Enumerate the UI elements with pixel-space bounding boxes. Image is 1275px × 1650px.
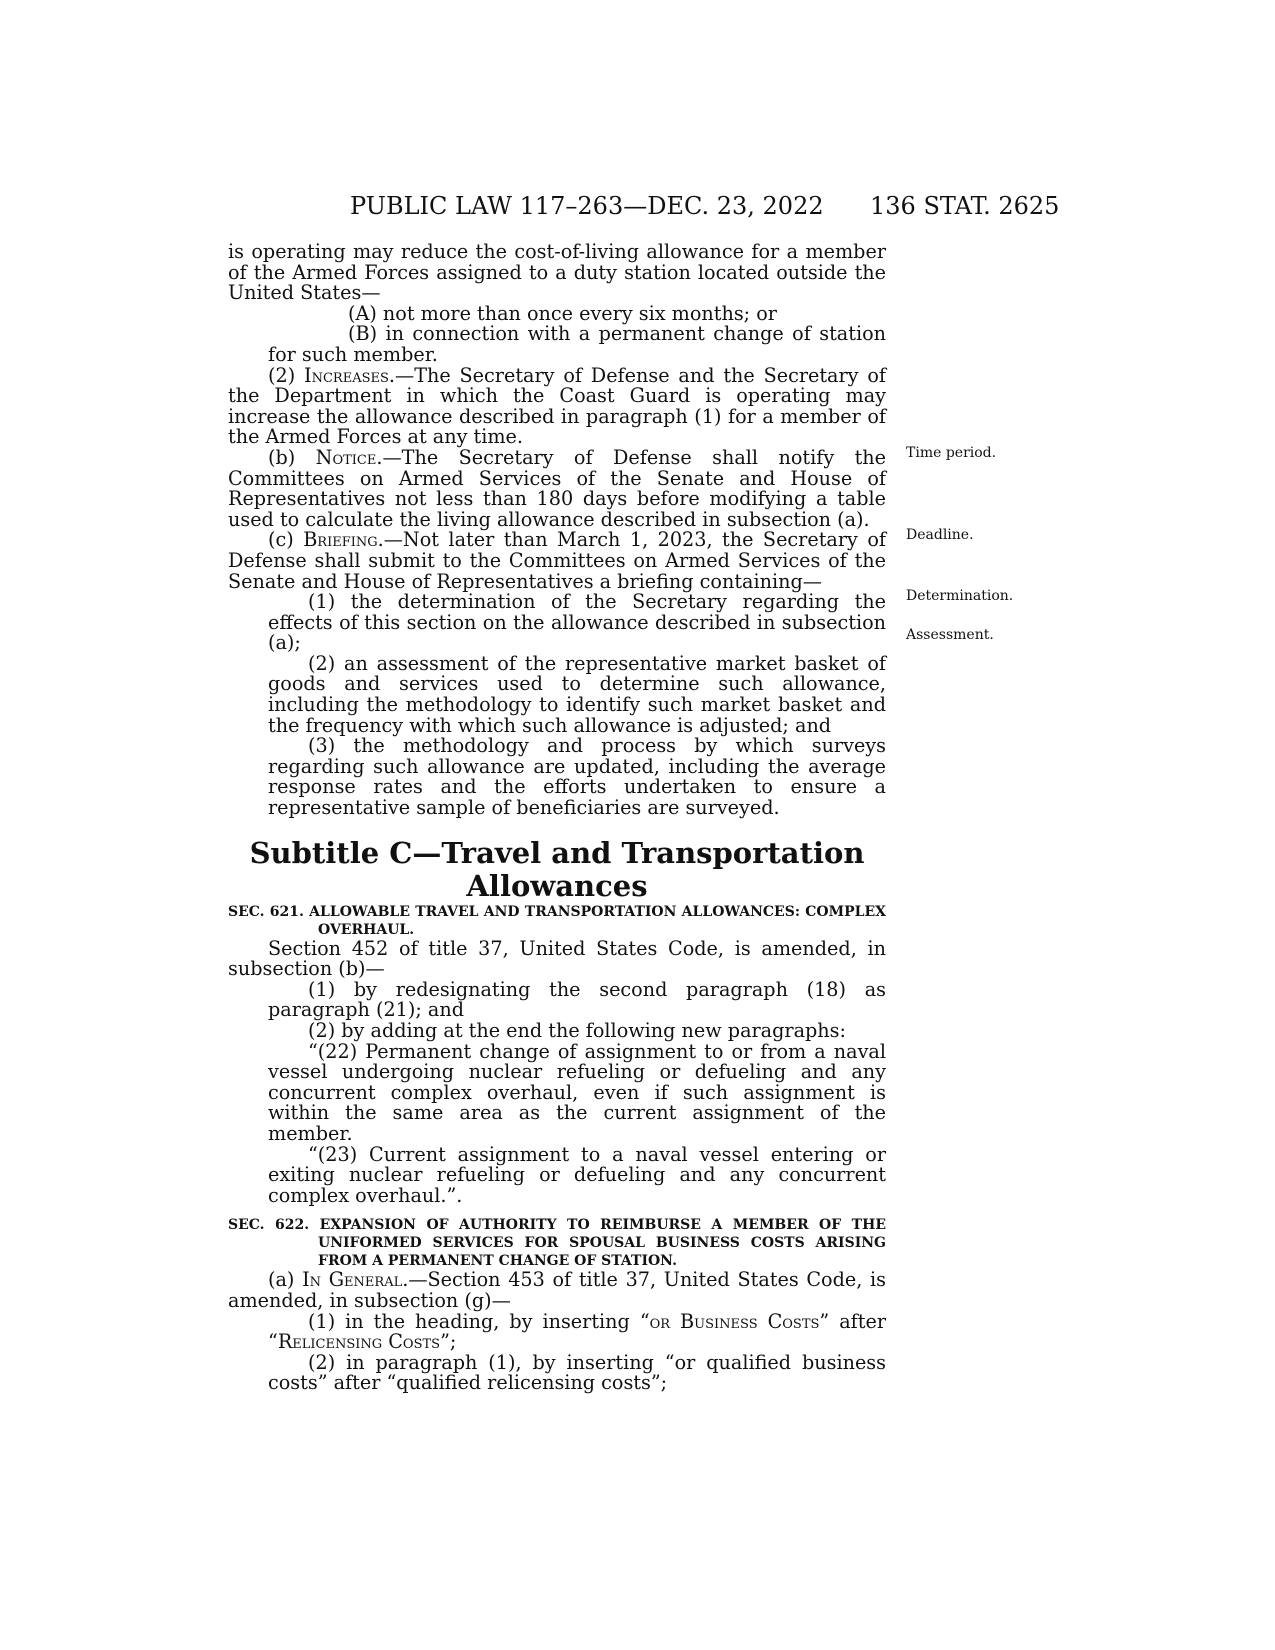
margin-note-determination: Determination. [906, 588, 1014, 604]
margin-note-time-period: Time period. [906, 445, 997, 461]
paragraph-item-2: (2) an assessment of the representative market basket of goods and services used to determine such allowance, including the methodology to identify such market basket and the frequency with which such allowance is adjusted; and [268, 651, 886, 737]
para-number: (b) [268, 445, 316, 469]
para-number: (2) [268, 363, 305, 387]
paragraph-subpara-b [228, 324, 886, 365]
para-text: ” after “ [268, 1309, 886, 1354]
paragraph-briefing [228, 530, 886, 592]
paragraph-subpara-a: (A) not more than once every six months; or [348, 301, 777, 325]
header-stat-page: 136 STAT. 2625 [870, 192, 1060, 220]
paragraph-increases [228, 363, 887, 449]
para-heading: Notice [315, 445, 377, 469]
para-text: .—The Secretary of Defense and the Secretary of the Department in which the Coast Guard is operating may increase the allowance described in paragraph (1) for a member of the Armed Forces at any time. [228, 363, 887, 449]
paragraph-quoted-23: “(23) Current assignment to a naval vessel entering or exiting nuclear refueling or defueling and any concurrent complex overhaul.”. [268, 1142, 886, 1207]
paragraph-item-2: (2) by adding at the end the following new paragraphs: [308, 1019, 846, 1042]
para-text: .—The Secretary of Defense shall notify the Committees on Armed Services of the Senate and House of Representatives not less than 180 days before modifying a table used to calculate the living allowance described in subsection (a). [228, 445, 886, 531]
para-heading: Briefing [303, 528, 378, 552]
margin-note-assessment: Assessment. [906, 627, 994, 643]
body-text [228, 242, 886, 1394]
para-text: .—Section 453 of title 37, United States Code, is amended, in subsection (g)— [228, 1268, 886, 1312]
section-621-heading: SEC. 621. ALLOWABLE TRAVEL AND TRANSPORTATION ALLOWANCES: COMPLEX OVERHAUL. [228, 903, 886, 938]
para-heading: In General [302, 1268, 403, 1292]
section-622-heading: SEC. 622. EXPANSION OF AUTHORITY TO REIMBURSE A MEMBER OF THE UNIFORMED SERVICES FOR SPOUSAL BUSINESS COSTS ARISING FROM A PERMANENT CHANGE OF STATION. [228, 1217, 886, 1270]
page-header [0, 192, 1275, 232]
paragraph-item-2: (2) in paragraph (1), by inserting “or qualified business costs” after “qualified relicensing costs”; [268, 1350, 886, 1395]
para-smallcaps: Relicensing Costs [277, 1330, 441, 1354]
paragraph-item-1 [228, 1309, 886, 1354]
header-title: PUBLIC LAW 117–263—DEC. 23, 2022 [350, 192, 824, 220]
para-text: .—Not later than March 1, 2023, the Secretary of Defense shall submit to the Committees on Armed Services of the Senate and House of Representatives a briefing containing— [228, 528, 886, 593]
para-smallcaps: or Business Costs [649, 1309, 820, 1333]
margin-note-deadline: Deadline. [906, 527, 974, 543]
subtitle-heading: Subtitle C—Travel and Transportation Allowances [249, 835, 865, 903]
paragraph-item-1: (1) the determination of the Secretary regarding the effects of this section on the allowance described in subsection (a); [268, 590, 886, 655]
para-number: (c) [268, 528, 304, 552]
para-text: (1) in the heading, by inserting “ [308, 1309, 650, 1333]
paragraph: is operating may reduce the cost-of-living allowance for a member of the Armed Forces assigned to a duty station located outside the United States— [228, 240, 886, 305]
paragraph-text: (B) in connection with a permanent change of station for such member. [268, 322, 886, 366]
paragraph-item-3: (3) the methodology and process by which surveys regarding such allowance are updated, including the average response rates and the efforts undertaken to ensure a representative sample of beneficiaries are surveyed. [268, 734, 886, 820]
paragraph-notice [228, 445, 886, 531]
paragraph: Section 452 of title 37, United States Code, is amended, in subsection (b)— [228, 936, 886, 981]
paragraph-item-1: (1) by redesignating the second paragraph (18) as paragraph (21); and [268, 977, 886, 1022]
para-text: ”; [440, 1330, 457, 1354]
para-heading: Increases [304, 363, 389, 387]
paragraph-quoted-22: “(22) Permanent change of assignment to or from a naval vessel undergoing nuclear refueling or defueling and any concurrent complex overhaul, even if such assignment is within the same area as the current assignment of the member. [268, 1039, 886, 1145]
para-number: (a) [268, 1268, 303, 1292]
paragraph-in-general [228, 1270, 886, 1311]
